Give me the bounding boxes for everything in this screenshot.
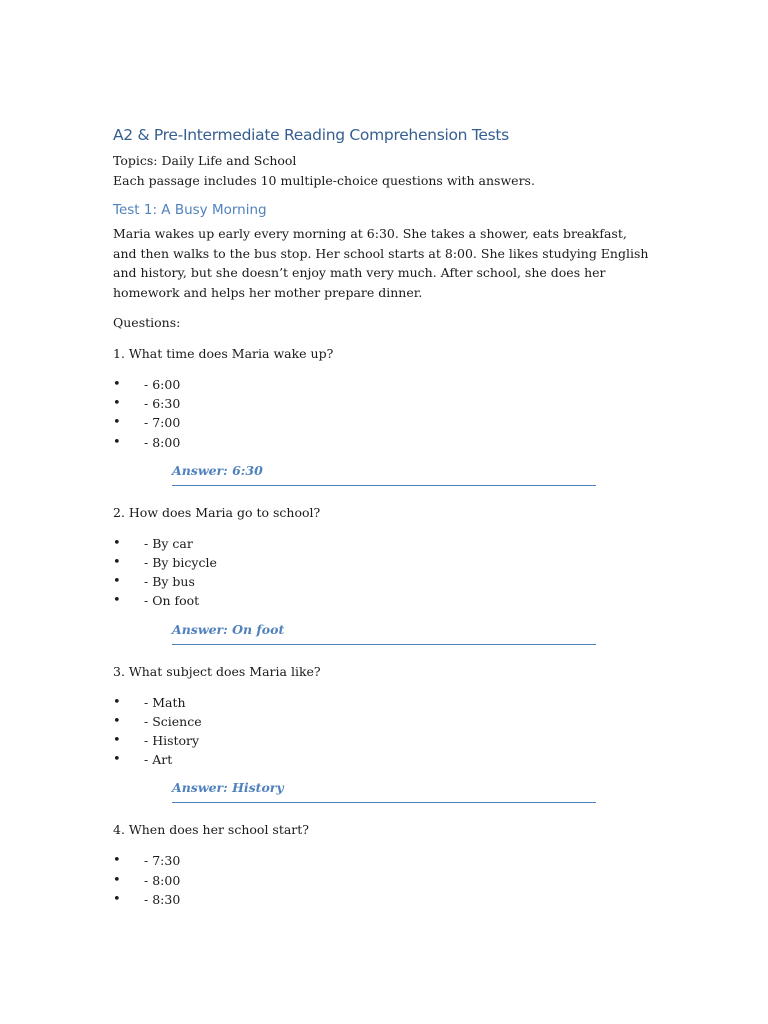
options-list [113,693,653,770]
answer-line: Answer: History [172,779,596,803]
description-line: Each passage includes 10 multiple-choice questions with answers. [113,173,535,188]
option-label: - 8:00 [144,434,181,450]
answer-line: Answer: 6:30 [172,462,596,486]
option-item [113,413,653,432]
option-item [113,572,653,591]
option-item [113,394,653,413]
bullet-icon: • [113,377,121,392]
option-label: - 7:00 [144,415,181,431]
option-label: - By bus [144,574,195,590]
bullet-icon: • [113,891,121,907]
option-item [113,851,653,870]
bullet-icon: • [113,853,121,869]
options-list [113,851,653,909]
option-label: - Science [144,713,202,729]
bullet-icon: • [113,434,121,450]
document-page [113,124,653,919]
bullet-icon: • [113,396,121,412]
options-list [113,534,653,611]
bullet-icon: • [113,593,121,609]
option-item [113,890,653,909]
option-item [113,871,653,890]
options-list [113,375,653,452]
option-label: - 7:30 [144,853,181,869]
bullet-icon: • [113,694,121,710]
bullet-icon: • [113,752,121,768]
questions-label: Questions: [113,315,181,330]
option-item [113,712,653,731]
option-label: - 6:00 [144,377,181,392]
option-label: - History [144,733,200,749]
option-item [113,750,653,769]
option-item [113,591,653,610]
question-text: 2. How does Maria go to school? [113,504,321,520]
option-label: - 8:30 [144,891,181,907]
bullet-icon: • [113,733,121,749]
question-text: 4. When does her school start? [113,822,310,838]
reading-passage: Maria wakes up early every morning at 6:30. She takes a shower, eats breakfast, and then walks to the bus stop. Her school starts at 8:00. She likes studying English and history, but she doesn’t enjoy math very much. After school, she does her homework and helps her mother prepare dinner. [113,226,649,300]
bullet-icon: • [113,535,121,551]
option-item [113,433,653,452]
option-item [113,534,653,553]
option-label: - Art [144,752,173,768]
option-label: - By bicycle [144,555,217,571]
option-item [113,553,653,572]
bullet-icon: • [113,415,121,431]
bullet-icon: • [113,555,121,571]
option-label: - 6:30 [144,396,181,412]
option-label: - 8:00 [144,872,181,888]
option-label: - By car [144,535,193,551]
question-text: 3. What subject does Maria like? [113,663,321,679]
option-label: - On foot [144,593,200,609]
option-label: - Math [144,694,186,710]
bullet-icon: • [113,574,121,590]
bullet-icon: • [113,872,121,888]
topics-line: Topics: Daily Life and School [113,153,297,168]
test-heading: Test 1: A Busy Morning [113,202,267,218]
document-title: A2 & Pre-Intermediate Reading Comprehension Tests [113,126,509,144]
option-item [113,375,653,394]
bullet-icon: • [113,713,121,729]
option-item [113,731,653,750]
question-text: 1. What time does Maria wake up? [113,346,334,361]
answer-line: Answer: On foot [172,621,596,645]
option-item [113,693,653,712]
